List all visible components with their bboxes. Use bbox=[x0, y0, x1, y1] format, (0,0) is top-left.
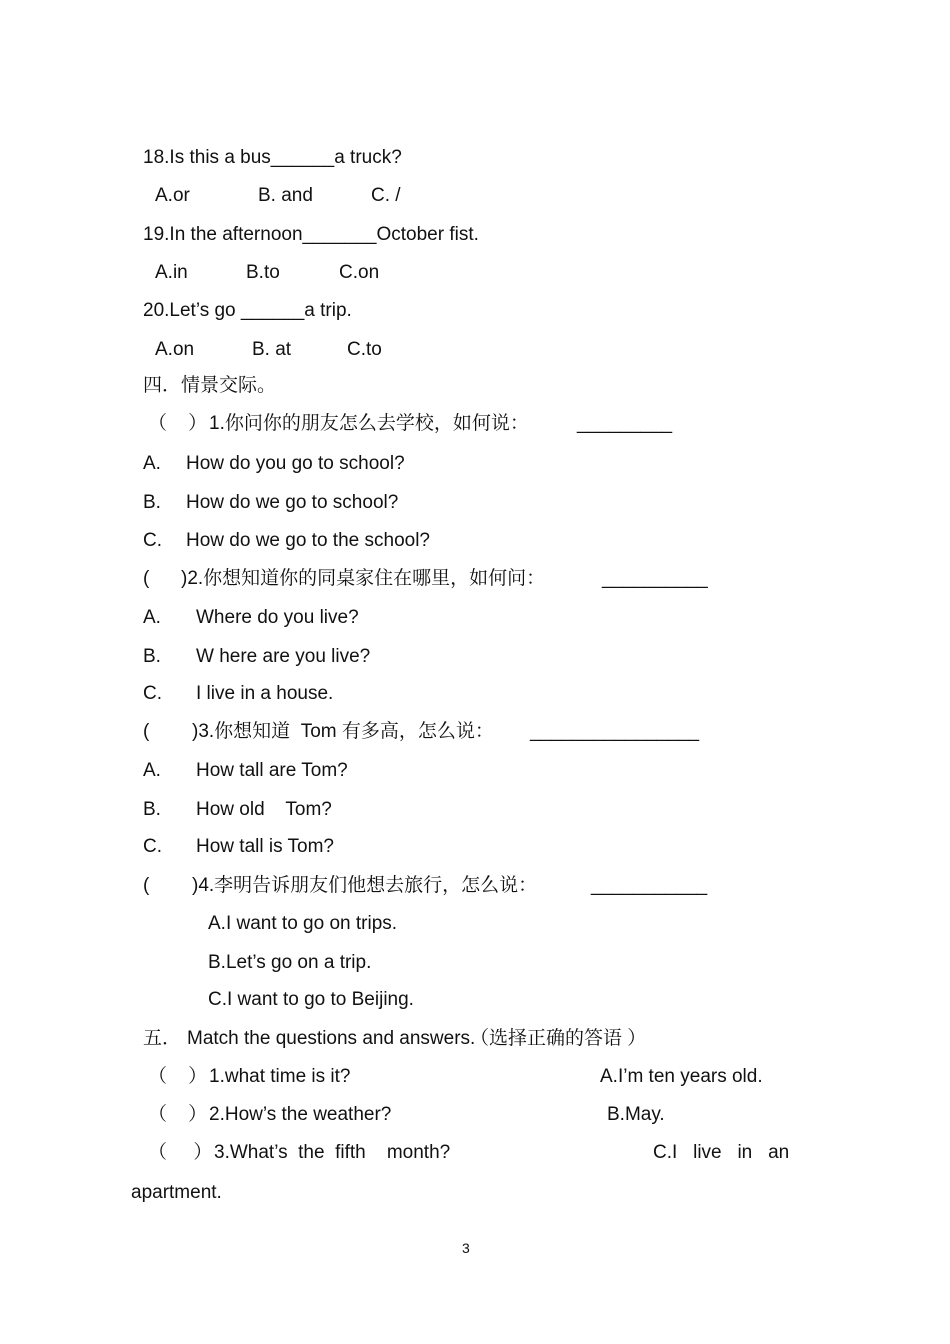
s5-row1-answer: A.I’m ten years old. bbox=[600, 1066, 763, 1087]
s4-q2-answer-blank: __________ bbox=[602, 568, 708, 589]
s4-q1-text: 1.你问你的朋友怎么去学校，如何说： bbox=[209, 413, 529, 434]
s4-q3-option-b-label: B. bbox=[143, 799, 161, 820]
s4-q3-paren: ( bbox=[143, 721, 150, 742]
s4-q2-option-a-label: A. bbox=[143, 607, 161, 628]
s4-q3-option-a-text: How tall are Tom? bbox=[196, 760, 348, 781]
s4-q1-answer-blank: _________ bbox=[577, 413, 673, 434]
q19-option-b: B.to bbox=[246, 262, 280, 283]
s5-row3-question: 3.What’s the fifth month? bbox=[214, 1142, 451, 1163]
s4-q3-option-b-text: How old Tom? bbox=[196, 799, 332, 820]
s4-q3-text: )3.你想知道 Tom 有多高，怎么说： bbox=[192, 721, 494, 742]
s4-q4-option-a: A.I want to go on trips. bbox=[208, 913, 398, 934]
q20-option-a: A.on bbox=[155, 339, 195, 360]
s5-row2-answer: B.May. bbox=[607, 1104, 665, 1125]
s5-row2-paren: （ ） bbox=[148, 1104, 208, 1125]
s4-q4-option-b: B.Let’s go on a trip. bbox=[208, 952, 372, 973]
s5-row1-paren: （ ） bbox=[148, 1066, 208, 1087]
s4-q1-option-b-label: B. bbox=[143, 492, 161, 513]
s4-q2-paren: ( bbox=[143, 568, 150, 589]
s5-row1-question: 1.what time is it? bbox=[209, 1066, 351, 1087]
s4-q2-option-c-text: I live in a house. bbox=[196, 683, 334, 704]
section5-heading: Match the questions and answers. bbox=[187, 1028, 476, 1049]
q18-stem: 18.Is this a bus______a truck? bbox=[143, 147, 402, 168]
s5-row3-paren: （ ） bbox=[148, 1142, 213, 1163]
s4-q3-option-a-label: A. bbox=[143, 760, 161, 781]
q18-option-a: A.or bbox=[155, 185, 190, 206]
s4-q2-option-a-text: Where do you live? bbox=[196, 607, 359, 628]
q19-stem: 19.In the afternoon_______October fist. bbox=[143, 224, 479, 245]
s4-q4-option-c: C.I want to go to Beijing. bbox=[208, 989, 414, 1010]
s4-q2-text: )2.你想知道你的同桌家住在哪里，如何问： bbox=[181, 568, 546, 589]
s5-row2-question: 2.How’s the weather? bbox=[209, 1104, 392, 1125]
s4-q4-text: )4.李明告诉朋友们他想去旅行，怎么说： bbox=[192, 875, 538, 896]
section5-heading-chinese: （选择正确的答语 ） bbox=[470, 1028, 647, 1049]
s4-q1-option-a-text: How do you go to school? bbox=[186, 453, 405, 474]
s4-q3-answer-blank: ________________ bbox=[530, 721, 700, 742]
page-number: 3 bbox=[462, 1240, 470, 1256]
q20-option-b: B. at bbox=[252, 339, 292, 360]
q18-option-b: B. and bbox=[258, 185, 313, 206]
s4-q1-option-c-label: C. bbox=[143, 530, 162, 551]
q20-stem: 20.Let’s go ______a trip. bbox=[143, 300, 352, 321]
s4-q3-option-c-text: How tall is Tom? bbox=[196, 836, 334, 857]
s4-q3-option-c-label: C. bbox=[143, 836, 162, 857]
q19-option-a: A.in bbox=[155, 262, 188, 283]
s4-q4-paren: ( bbox=[143, 875, 150, 896]
s4-q1-option-b-text: How do we go to school? bbox=[186, 492, 399, 513]
section5-heading-number: 五． bbox=[143, 1028, 182, 1049]
s4-q2-option-b-label: B. bbox=[143, 646, 161, 667]
s4-q4-answer-blank: ___________ bbox=[591, 875, 708, 896]
s4-q1-option-a-label: A. bbox=[143, 453, 161, 474]
s4-q2-option-c-label: C. bbox=[143, 683, 162, 704]
section4-heading: 四．情景交际。 bbox=[143, 375, 277, 396]
s4-q1-paren: （ ） bbox=[148, 413, 208, 434]
s4-q2-option-b-text: W here are you live? bbox=[196, 646, 371, 667]
q18-option-c: C. / bbox=[371, 185, 401, 206]
q19-option-c: C.on bbox=[339, 262, 380, 283]
s5-row3-answer: C.I live in an bbox=[653, 1142, 790, 1163]
s4-q1-option-c-text: How do we go to the school? bbox=[186, 530, 430, 551]
q20-option-c: C.to bbox=[347, 339, 382, 360]
s5-row3-answer-wrap: apartment. bbox=[131, 1182, 222, 1203]
